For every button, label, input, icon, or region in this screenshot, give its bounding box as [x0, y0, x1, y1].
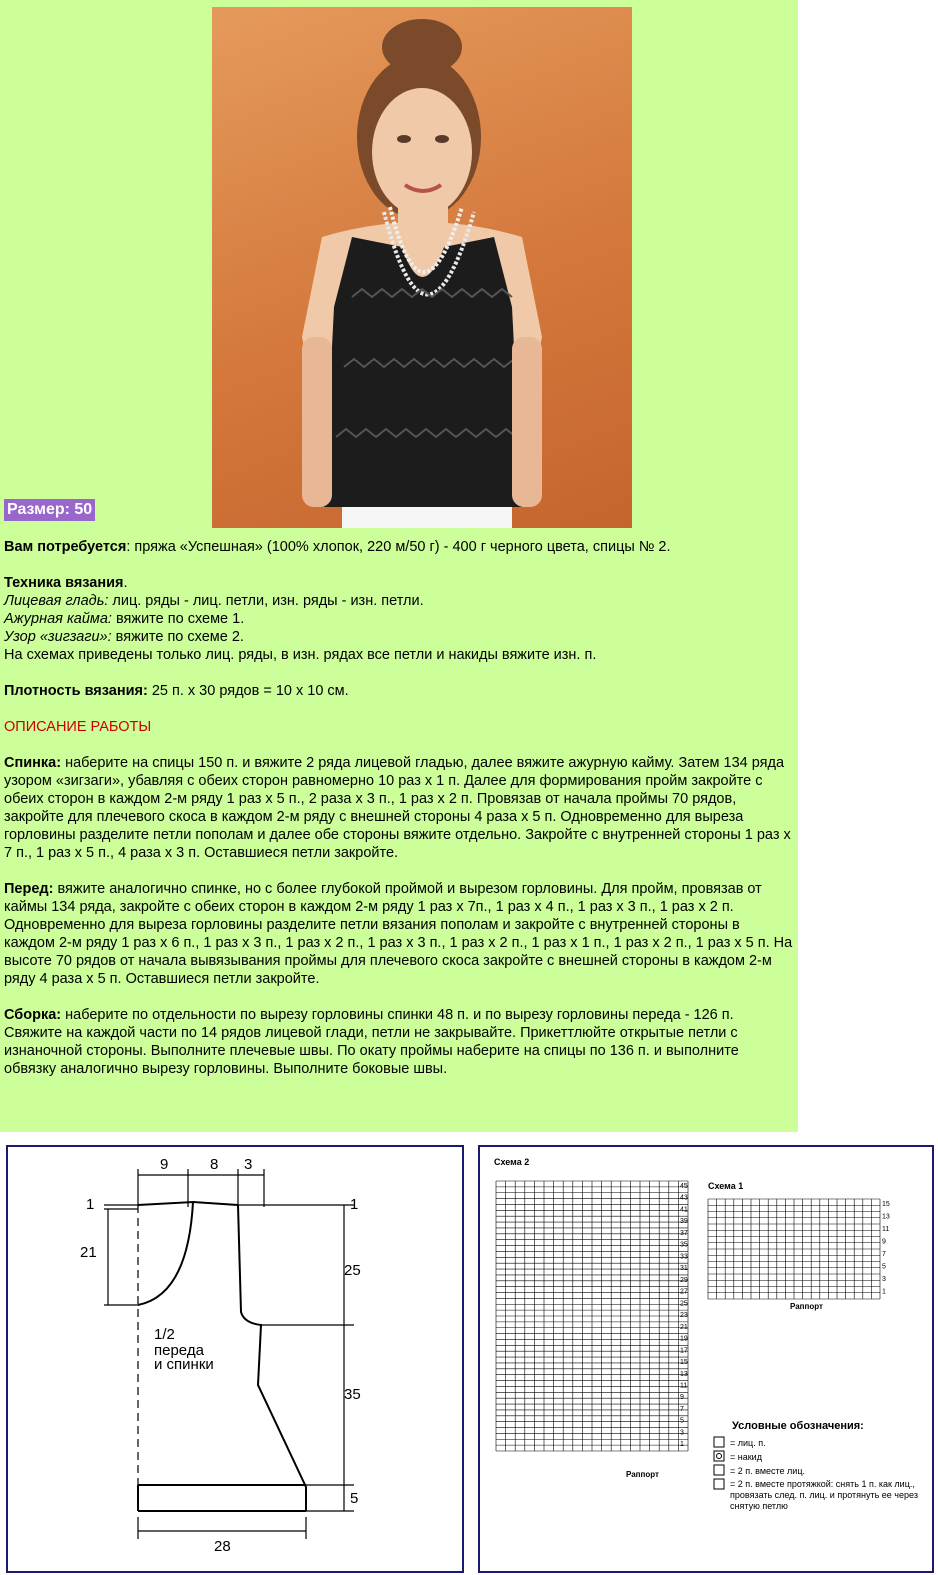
row-number: 39 — [680, 1218, 688, 1226]
pattern-diagram-panel — [6, 1145, 464, 1573]
row-number: 29 — [680, 1276, 688, 1284]
scheme1-title: Схема 1 — [708, 1181, 744, 1191]
technique-term-3: Узор «зигзаги»: — [4, 629, 112, 645]
row-number: 45 — [680, 1182, 688, 1190]
dim-top-2: 8 — [210, 1156, 219, 1173]
legend-title: Условные обозначения: — [732, 1420, 864, 1432]
row-number: 15 — [680, 1359, 688, 1367]
gauge-label: Плотность вязания: — [4, 683, 148, 699]
materials-label: Вам потребуется — [4, 539, 127, 555]
technique-paragraph — [4, 574, 794, 664]
row-number: 35 — [680, 1241, 688, 1249]
row-number: 19 — [680, 1335, 688, 1343]
materials-text: : пряжа «Успешная» (100% хлопок, 220 м/50 г) - 400 г черного цвета, спицы № 2. — [126, 539, 671, 555]
dim-left-2: 21 — [80, 1244, 97, 1261]
row-number: 21 — [680, 1323, 688, 1331]
scheme2-row-numbers — [680, 1183, 688, 1448]
label-line-1: 1/2 — [154, 1326, 175, 1343]
row-number: 43 — [680, 1194, 688, 1202]
gauge-paragraph — [4, 682, 794, 700]
row-number: 17 — [680, 1347, 688, 1355]
instructions-text — [4, 538, 794, 1096]
photo-illustration — [212, 7, 632, 528]
technique-note: На схемах приведены только лиц. ряды, в изн. рядах все петли и накиды вяжите изн. п. — [4, 647, 597, 663]
row-number: 5 — [882, 1263, 886, 1271]
row-number: 11 — [680, 1382, 688, 1390]
technique-term-1: Лицевая гладь: — [4, 593, 109, 609]
scheme2-repeat-label: Раппорт — [626, 1470, 659, 1479]
dim-bottom: 28 — [214, 1538, 231, 1555]
size-badge: Размер: 50 — [4, 499, 95, 521]
description-heading: ОПИСАНИЕ РАБОТЫ — [4, 719, 152, 735]
technique-title-suffix: . — [123, 575, 128, 591]
legend-item-4-box — [730, 1479, 930, 1523]
row-number: 7 — [882, 1251, 886, 1259]
dim-top-3: 3 — [244, 1156, 253, 1173]
row-number: 3 — [680, 1429, 684, 1437]
legend-item-4: = 2 п. вместе протяжкой: снять 1 п. как лиц., провязать след. п. лиц. и протянуть ее через снятую петлю — [730, 1479, 918, 1511]
model-photo — [212, 7, 632, 528]
scheme1-repeat-label: Раппорт — [790, 1302, 823, 1311]
scheme1-row-numbers — [882, 1201, 890, 1296]
row-number: 41 — [680, 1206, 688, 1214]
row-number: 25 — [680, 1300, 688, 1308]
row-number: 7 — [680, 1405, 684, 1413]
knitting-charts — [480, 1147, 932, 1571]
row-number: 9 — [882, 1238, 886, 1246]
gauge-text: 25 п. х 30 рядов = 10 х 10 см. — [147, 683, 349, 699]
label-line-2: переда — [154, 1342, 204, 1359]
technique-title: Техника вязания — [4, 575, 124, 591]
row-number: 1 — [882, 1288, 886, 1296]
legend-yarnover-icon — [714, 1451, 724, 1461]
pattern-diagram — [8, 1147, 462, 1571]
row-number: 23 — [680, 1312, 688, 1320]
dim-right-4: 5 — [350, 1490, 359, 1507]
scheme1-grid — [708, 1199, 880, 1299]
row-number: 5 — [680, 1417, 684, 1425]
dim-left-1: 1 — [86, 1196, 95, 1213]
dim-top-1: 9 — [160, 1156, 169, 1173]
row-number: 15 — [882, 1201, 890, 1209]
technique-text-3: вяжите по схеме 2. — [111, 629, 244, 645]
row-number: 33 — [680, 1253, 688, 1261]
assembly-label: Сборка: — [4, 1007, 62, 1023]
row-number: 3 — [882, 1276, 886, 1284]
row-number: 27 — [680, 1288, 688, 1296]
technique-text-2: вяжите по схеме 1. — [111, 611, 245, 627]
scheme2-grid — [496, 1181, 688, 1451]
legend-knit-icon — [714, 1437, 724, 1447]
row-number: 1 — [680, 1441, 684, 1449]
legend-item-3: = 2 п. вместе лиц. — [730, 1466, 805, 1476]
front-paragraph — [4, 880, 794, 988]
label-line-3: и спинки — [154, 1356, 214, 1373]
assembly-paragraph — [4, 1006, 794, 1078]
dim-right-3: 35 — [344, 1386, 361, 1403]
assembly-text: наберите по отдельности по вырезу горловины спинки 48 п. и по вырезу горловины переда - 126 п. Свяжите на каждой части по 14 рядов лицевой глади, петли не закрывайте. Прикеттлюйте открытые петли с изнаночной стороны. Выполните плечевые швы. По окату проймы наберите на спицы по 136 п. и выполните обвязку аналогично вырезу горловины. Выполните боковые швы. — [4, 1007, 739, 1077]
legend-k2tog-icon — [714, 1465, 724, 1475]
back-text: наберите на спицы 150 п. и вяжите 2 ряда лицевой гладью, далее вяжите ажурную кайму. Затем 134 ряда узором «зигзаги», убавляя с обеих сторон равномерно 10 раз х 1 п. Далее для формирования пройм закройте с обеих сторон в каждом 2-м ряду 1 раз х 5 п., 2 раза х 3 п., 1 раз х 2 п. Провязав от начала проймы 70 рядов, закройте для плечевого скоса в каждом 2-м ряду с внешней стороны 4 раза х 5 п. Одновременно для выреза горловины разделите петли пополам и далее обе стороны вяжите отдельно. Закройте с внутренней стороны 1 раз х 7 п., 1 раз х 5 п., 4 раза х 3 п. Оставшиеся петли закройте. — [4, 755, 791, 861]
row-number: 11 — [882, 1226, 890, 1234]
technique-term-2: Ажурная кайма: — [4, 611, 112, 627]
back-label: Спинка: — [4, 755, 62, 771]
back-paragraph — [4, 754, 794, 862]
materials-paragraph — [4, 538, 794, 556]
row-number: 13 — [882, 1213, 890, 1221]
row-number: 31 — [680, 1265, 688, 1273]
front-text: вяжите аналогично спинке, но с более глубокой проймой и вырезом горловины. Для пройм, провязав от каймы 134 ряда, закройте с обеих сторон в каждом 2-м ряду 1 раз х 7п., 1 раз х 4 п., 1 раз х 3 п., 1 раз х 2 п. Одновременно для выреза горловины разделите петли вязания пополам и закройте с внутренней стороны в каждом 2-м ряду 1 раз х 6 п., 1 раз х 3 п., 1 раз х 2 п., 1 раз х 3 п., 1 раз х 2 п., 1 раз х 1 п., 1 раз х 2 п., 1 раз х 5 п. На высоте 70 рядов от начала вывязывания проймы для плечевого скоса закройте с внешней стороны в каждом 2-м ряду 4 раза х 5 п. Оставшиеся петли закройте. — [4, 881, 793, 987]
row-number: 13 — [680, 1370, 688, 1378]
legend-item-1: = лиц. п. — [730, 1438, 766, 1448]
technique-text-1: лиц. ряды - лиц. петли, изн. ряды - изн. петли. — [108, 593, 424, 609]
knitting-charts-panel — [478, 1145, 934, 1573]
scheme2-title: Схема 2 — [494, 1157, 530, 1167]
dim-right-1: 1 — [350, 1196, 359, 1213]
legend-item-2: = накид — [730, 1452, 762, 1462]
row-number: 37 — [680, 1229, 688, 1237]
front-label: Перед: — [4, 881, 54, 897]
dim-right-2: 25 — [344, 1262, 361, 1279]
row-number: 9 — [680, 1394, 684, 1402]
legend-ssk-icon — [714, 1479, 724, 1489]
